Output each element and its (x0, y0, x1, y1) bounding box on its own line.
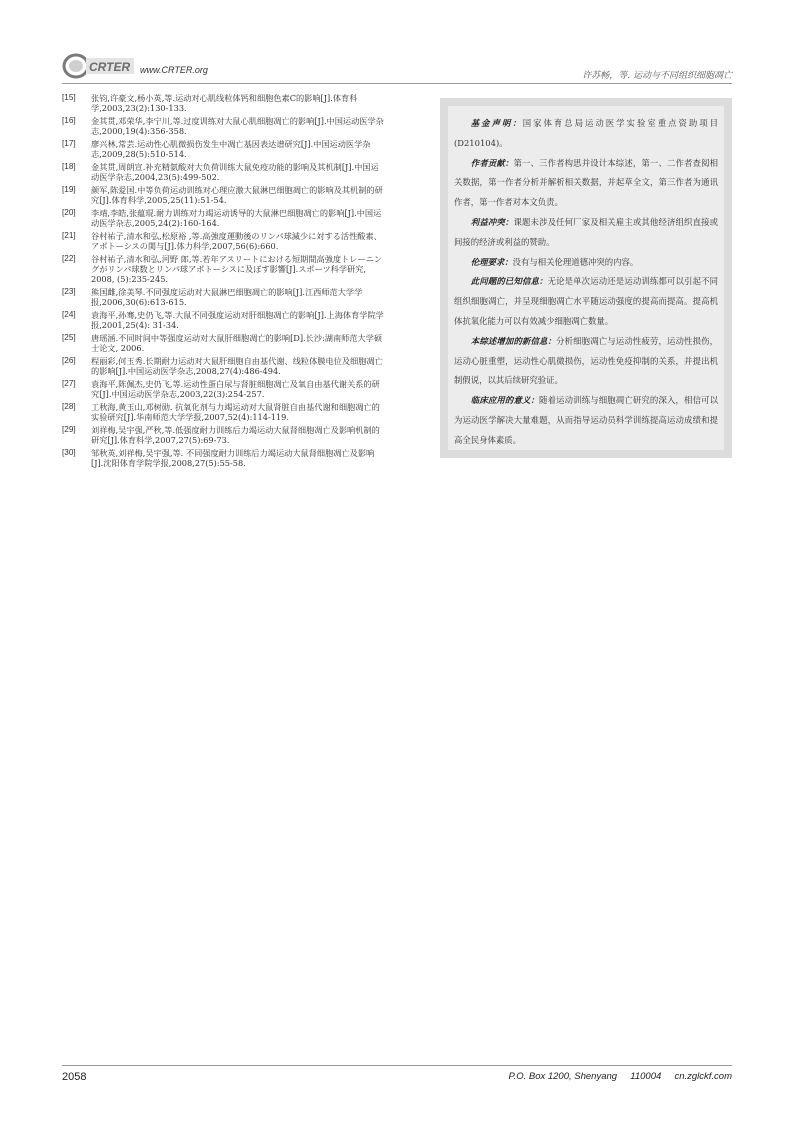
reference-item (62, 448, 384, 468)
reference-number: [23] (62, 287, 76, 297)
paragraph-label: 基金声明： (470, 118, 523, 128)
reference-item (62, 231, 384, 251)
paragraph-label: 本综述增加的新信息： (470, 335, 557, 346)
known-information (454, 272, 718, 331)
reference-text: 熊国雌,徐美琴.不同强度运动对大鼠淋巴细胞凋亡的影响[J].江西师范大学学报,2006,30(6):613-615. (91, 287, 363, 308)
page-number: 2058 (62, 1071, 87, 1083)
reference-text: 袁海平,陈佩杰,史仍飞,等.运动性蛋白尿与肾脏细胞凋亡及氧自由基代谢关系的研究[J].中国运动医学杂志,2003,22(3):254-257. (91, 379, 380, 400)
reference-item (62, 162, 384, 182)
reference-list (62, 93, 384, 471)
reference-text: 颜军,陈爱国.中等负荷运动训练对心理应激大鼠淋巴细胞凋亡的影响及其机制的研究[J].体育科学,2005,25(11):51-54. (91, 185, 383, 206)
author-contributions (454, 154, 718, 213)
reference-number: [28] (62, 402, 76, 412)
reference-item (62, 116, 384, 136)
declaration-box (440, 98, 732, 458)
reference-item (62, 333, 384, 353)
reference-text: 袁海平,孙骞,史仍飞,等.大鼠不同强度运动对肝细胞凋亡的影响[J].上海体育学院学报,2001,25(4): 31-34. (91, 310, 384, 331)
paragraph-label: 此问题的已知信息： (470, 276, 548, 287)
paragraph-text: 无论是单次运动还是运动训练都可以引起不同组织细胞凋亡，并呈现细胞凋亡水平随运动强度的提高而提高。提高机体抗氧化能力可以有效减少细胞凋亡数量。 (454, 276, 718, 326)
reference-text: 李靖,李皓,张蕴琨.耐力训练对力竭运动诱导的大鼠淋巴细胞凋亡的影响[J].中国运动医学杂志,2005,24(2):160-164. (91, 208, 382, 229)
reference-number: [27] (62, 379, 76, 389)
svg-text:CRTER: CRTER (89, 60, 131, 74)
reference-item (62, 139, 384, 159)
reference-text: 金其贯,周朗宣.补充精氨酸对大负荷训练大鼠免疫功能的影响及其机制[J].中国运动医学杂志,2004,23(5):499-502. (91, 162, 379, 183)
paragraph-label: 作者贡献： (470, 157, 514, 168)
reference-text: 工秋海,黄玉山,邓树勋. 抗氧化剂与力竭运动对大鼠肾脏自由基代谢和细胞凋亡的实验研究[J].华南师范大学学报,2007,52(4):114-119. (91, 402, 380, 423)
reference-text: 谷村祐子,清水和弘,松原裕 ,等.高強度運動後のリンパ球減少に対する活性酸素、アポトーシスの関与[J].体力科学,2007,56(6):660. (91, 231, 382, 252)
reference-item (62, 208, 384, 228)
reference-text: 谷村祐子,清水和弘,河野 郎,等.若年アスリートにおける短期間高強度トレーニングがリンパ球数とリンパ球アポトーシスに及ぼす影響[J].スポーツ科学研究, 2008, (5):235-245. (91, 254, 383, 285)
site-url: www.CRTER.org (140, 65, 208, 75)
reference-text: 廖兴林,常芸.运动性心肌微损伤发生中凋亡基因表达谱研究[J].中国运动医学杂志,2009,28(5):510-514. (91, 139, 371, 160)
paragraph-text: 课题未涉及任何厂家及相关雇主或其他经济组织直接或间接的经济或利益的赞助。 (454, 216, 719, 247)
reference-text: 张钧,许豪文,杨小英,等.运动对心肌线粒体钙和细胞色素C的影响[J].体育科学,2003,23(2):130-133. (91, 93, 358, 114)
paragraph-label: 伦理要求： (470, 256, 513, 267)
reference-item (62, 425, 384, 445)
reference-text: 唐瑶涵.不同时间中等强度运动对大鼠肝细胞凋亡的影响[D].长沙:湖南师范大学硕士论文, 2006. (91, 333, 383, 354)
paragraph-text: 国家体育总局运动医学实验室重点资助项目(D210104)。 (454, 118, 719, 148)
paragraph-text: 随着运动训练与细胞凋亡研究的深入，相信可以为运动医学解决大量难题，从而指导运动员科学训练提高运动成绩和提高全民身体素质。 (454, 395, 719, 445)
reference-number: [18] (62, 162, 76, 171)
new-information (454, 332, 718, 391)
reference-item (62, 185, 384, 205)
reference-item (62, 254, 384, 285)
reference-number: [26] (62, 356, 76, 366)
reference-number: [29] (62, 425, 76, 435)
paragraph-text: 没有与相关伦理道德冲突的内容。 (512, 256, 639, 267)
reference-item (62, 93, 384, 113)
footer-divider (62, 1065, 732, 1066)
reference-number: [21] (62, 231, 76, 240)
reference-number: [22] (62, 254, 76, 263)
running-title: 许苏畅，等. 运动与不同组织细胞凋亡 (582, 71, 732, 81)
paragraph-label: 临床应用的意义： (470, 395, 540, 406)
reference-text: 程丽彩,何玉秀.长期耐力运动对大鼠肝细胞自由基代谢、线粒体膜电位及细胞凋亡的影响[J].中国运动医学杂志,2008,27(4):486-494. (91, 356, 383, 377)
reference-item (62, 310, 384, 330)
reference-number: [17] (62, 139, 76, 148)
header-divider (62, 83, 732, 84)
reference-text: 金其贯,邓荣华,李宁川,等.过度训练对大鼠心肌细胞凋亡的影响[J].中国运动医学杂志,2000,19(4):356-358. (91, 116, 384, 137)
reference-number: [15] (62, 93, 76, 102)
conflict-of-interest (454, 213, 718, 253)
funding-statement (454, 114, 718, 154)
reference-number: [20] (62, 208, 76, 217)
reference-item (62, 402, 384, 422)
reference-item (62, 287, 384, 307)
paragraph-text: 第一、三作者构思并设计本综述，第一、二作者查阅相关数据，第一作者分析并解析相关数据，并起草全文，第三作者为通讯作者，第一作者对本文负责。 (454, 157, 719, 208)
crter-logo (62, 52, 138, 80)
declaration-box-content (448, 106, 724, 450)
paragraph-text: 分析细胞凋亡与运动性疲劳，运动性损伤，运动心脏重塑，运动性心肌微损伤，运动性免疫抑制的关系，并提出机制假说，以其后续研究验证。 (454, 335, 718, 386)
footer-address: P.O. Box 1200, Shenyang 110004 cn.zglckf.com (508, 1071, 732, 1082)
page-header (62, 52, 732, 82)
reference-number: [25] (62, 333, 76, 343)
reference-item (62, 379, 384, 399)
reference-text: 邹秋英,刘祥梅,吴宇强,等. 不同强度耐力训练后力竭运动大鼠肾细胞凋亡及影响[J].沈阳体育学院学报,2008,27(5):55-58. (91, 448, 375, 469)
reference-number: [24] (62, 310, 76, 320)
paragraph-label: 利益冲突： (470, 216, 514, 227)
reference-item (62, 356, 384, 376)
reference-number: [19] (62, 185, 76, 194)
ethics-statement (454, 253, 718, 273)
clinical-significance (454, 391, 718, 450)
reference-number: [16] (62, 116, 76, 125)
reference-text: 刘祥梅,吴宇强,严秋,等.低强度耐力训练后力竭运动大鼠肾细胞凋亡及影响机制的研究[J].体育科学,2007,27(5):69-73. (91, 425, 380, 446)
reference-number: [30] (62, 448, 76, 458)
